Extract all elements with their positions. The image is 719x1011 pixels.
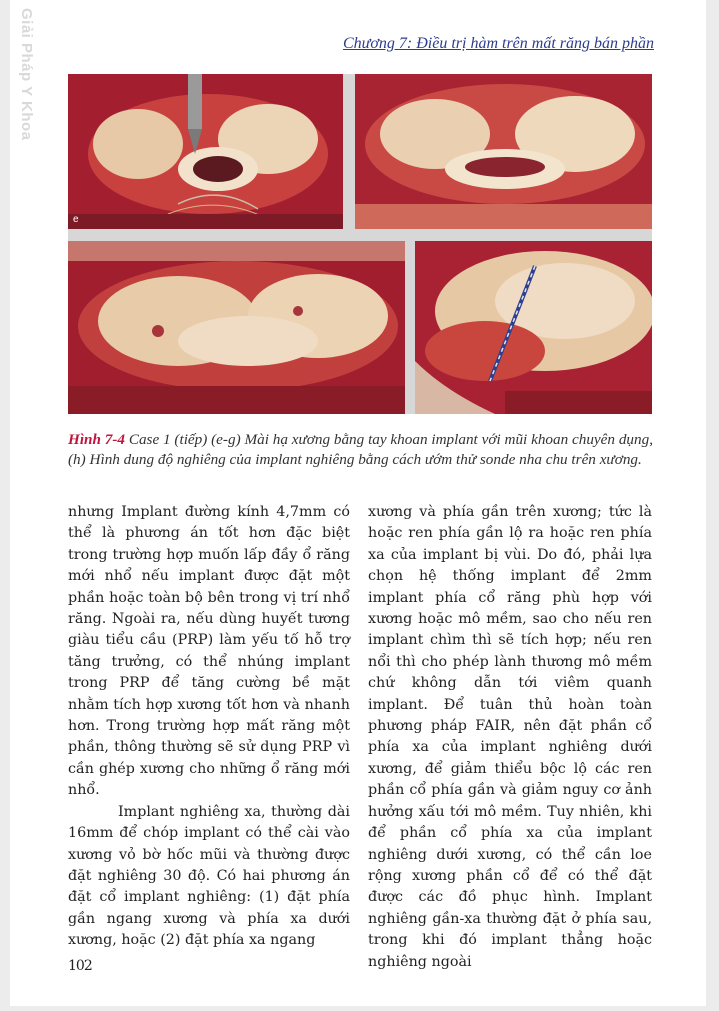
surgical-photo-e bbox=[68, 74, 343, 229]
body-column-left bbox=[68, 502, 350, 952]
surgical-photo-g bbox=[68, 241, 405, 414]
photo-panel-g bbox=[68, 241, 405, 414]
paragraph: xương và phía gần trên xương; tức là hoặc ren phía gần lộ ra hoặc ren phía xa của implant bị vùi. Do đó, phải lựa chọn hệ thống implant để 2mm implant phía cổ răng phù hợp với xương hoặc mô mềm, sao cho nếu ren implant chìm thì sẽ tích hợp; nếu ren nổi thì cho phép lành thương mô mềm chứ không dẫn tới viêm quanh implant. Để tuân thủ hoàn toàn phương pháp FAIR, nên đặt phần cổ phía xa của implant nghiêng dưới xương, để giảm thiểu bộc lộ các ren phần cổ phía gần và giảm nguy cơ ảnh hưởng xấu tới mô mềm. Tuy nhiên, khi để phần cổ phía xa của implant nghiêng dưới xương, có thể cần loe rộng xương phần cổ để có thể đặt được các đồ phục hình. Implant nghiêng gần-xa thường đặt ở phía sau, trong khi đó implant thẳng hoặc nghiêng ngoài bbox=[368, 504, 652, 970]
panel-letter-e: e bbox=[73, 214, 79, 225]
figure-caption bbox=[68, 430, 653, 469]
paragraph: Implant nghiêng xa, thường dài 16mm để chóp implant có thể cài vào xương vỏ bờ hốc mũi và thường được đặt nghiêng 30 độ. Có hai phương án đặt cổ implant nghiêng: (1) đặt phía gần ngang xương và phía xa dưới xương, hoặc (2) đặt phía xa ngang bbox=[68, 803, 350, 949]
surgical-photo-h bbox=[415, 241, 652, 414]
caption-label: Hình 7-4 bbox=[68, 431, 125, 448]
photo-panel-f bbox=[355, 74, 652, 229]
paragraph: nhưng Implant đường kính 4,7mm có thể là phương án tốt hơn đặc biệt trong trường hợp muốn lấp đầy ổ răng mới nhổ nếu implant được đặt một phần hoặc toàn bộ bên trong vị trí nhổ răng. Ngoài ra, nếu dùng huyết tương giàu tiểu cầu (PRP) làm yếu tố hỗ trợ tăng trưởng, có thể nhúng implant trong PRP để tăng cường bề mặt nhằm tích hợp xương tốt hơn và nhanh hơn. Trong trường hợp mất răng một phần, thông thường sẽ sử dụng PRP vì cần ghép xương cho những ổ răng mới nhổ. bbox=[68, 504, 350, 799]
side-brand-watermark: Giải Pháp Y Khoa bbox=[18, 8, 35, 141]
photo-panel-h bbox=[415, 241, 652, 414]
surgical-photo-f bbox=[355, 74, 652, 229]
photo-panel-e bbox=[68, 74, 343, 229]
chapter-title: Chương 7: Điều trị hàm trên mất răng bán phần bbox=[342, 35, 654, 52]
figure-7-4 bbox=[68, 74, 652, 414]
document-page bbox=[10, 0, 706, 1006]
page-number: 102 bbox=[68, 958, 92, 974]
body-column-right bbox=[368, 502, 652, 973]
caption-text: Case 1 (tiếp) (e-g) Mài hạ xương bằng tay khoan implant với mũi khoan chuyên dụng, (h) Hình dung độ nghiêng của implant nghiêng bằng cách ướm thử sonde nha chu trên xương. bbox=[68, 431, 654, 468]
